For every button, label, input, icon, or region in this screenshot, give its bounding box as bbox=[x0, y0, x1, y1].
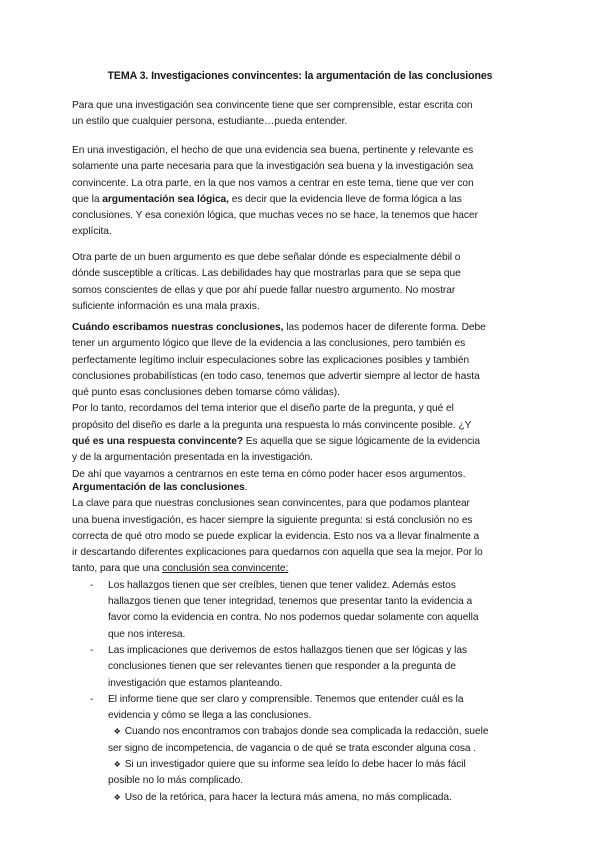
text-line: que nos interesa. bbox=[108, 628, 186, 640]
text-run: Es aquella que se sigue lógicamente de la evidencia bbox=[243, 436, 480, 448]
text-line: conclusiones probabilísticas (en todo caso, tenemos que advertir siempre al lector de hasta bbox=[72, 370, 480, 382]
text-line: solamente una parte necesaria para que la investigación sea buena y la investigación sea bbox=[72, 161, 474, 173]
text-line: El informe tiene que ser claro y comprensible. Tenemos que entender cuál es la bbox=[108, 693, 464, 705]
bold-phrase: Cuándo escribamos nuestras conclusiones, bbox=[72, 322, 284, 333]
text-line: convincente. La otra parte, en la que nos vamos a centrar en este tema, tiene que ver con bbox=[72, 177, 474, 189]
text-line: perfectamente legítimo incluir especulaciones sobre las explicaciones posibles y también bbox=[72, 354, 470, 366]
text-line: conclusiones tienen que ser relevantes tienen que responder a la pregunta de bbox=[108, 661, 456, 673]
text-line: tener un argumento lógico que lleve de la evidencia a las conclusiones, pero también es bbox=[72, 338, 466, 350]
text-line: explícita. bbox=[72, 226, 112, 238]
text-line: propósito del diseño es darle a la pregunta una respuesta lo más convincente posible. ¿Y bbox=[72, 419, 472, 431]
heading-text: Argumentación de las conclusiones bbox=[72, 482, 245, 493]
text-run: Uso de la retórica, para hacer la lectura más amena, no más complicada. bbox=[124, 791, 452, 803]
paragraph-evidence bbox=[72, 143, 528, 241]
diamond-bullet-icon: ❖ bbox=[113, 727, 121, 737]
page-title: TEMA 3. Investigaciones convincentes: la argumentación de las conclusiones bbox=[107, 70, 493, 82]
dash-marker: - bbox=[90, 579, 94, 591]
paragraph-weaknesses bbox=[72, 250, 528, 315]
diamond-bullet-icon: ❖ bbox=[113, 760, 121, 770]
text-line: conclusiones. Y esa conexión lógica, que muchas veces no se hace, la tenemos que hacer bbox=[72, 210, 478, 222]
paragraph-conclusions bbox=[72, 320, 528, 483]
text-line: investigación que estamos planteando. bbox=[108, 677, 283, 689]
list-item bbox=[72, 643, 528, 692]
text-run: que la bbox=[72, 193, 103, 205]
bold-phrase: argumentación sea lógica, bbox=[102, 193, 229, 205]
text-line: ir descartando diferentes explicaciones para quedarnos con aquella que sea la mejor. Por lo bbox=[72, 547, 483, 559]
text-line: correcta de qué otro modo se puede explicar la evidencia. Esto nos va a llevar finalmente a bbox=[72, 530, 480, 542]
text-line: Otra parte de un buen argumento es que debe señalar dónde es especialmente débil o bbox=[72, 252, 461, 263]
underlined-phrase: conclusión sea convincente: bbox=[162, 563, 289, 575]
text-line bbox=[108, 790, 528, 806]
text-line: Por lo tanto, recordamos del tema interior que el diseño parte de la pregunta, y qué el bbox=[72, 403, 454, 415]
text-run: Cuando nos encontramos con trabajos donde sea complicada la redacción, suele bbox=[124, 726, 489, 738]
text-line: dónde susceptible a críticas. Las debilidades hay que mostrarlas para que se sepa que bbox=[72, 268, 461, 280]
text-line: un estilo que cualquier persona, estudiante…pueda entender. bbox=[72, 116, 348, 128]
text-line: Las implicaciones que derivemos de estos hallazgos tienen que ser lógicas y las bbox=[108, 644, 468, 656]
text-line: hallazgos tienen que tener integridad, tenemos que presentar tanto la evidencia a bbox=[108, 596, 473, 608]
sub-list-item bbox=[72, 724, 528, 757]
text-line: una buena investigación, es hacer siempre la siguiente pregunta: si está conclusión no es bbox=[72, 514, 473, 526]
text-line bbox=[108, 724, 528, 740]
text-line: y de la argumentación presentada en la investigación. bbox=[72, 452, 313, 464]
text-line: Los hallazgos tienen que ser creíbles, tienen que tener validez. Además estos bbox=[108, 579, 456, 591]
sub-list-item bbox=[72, 790, 528, 806]
text-line: La clave para que nuestras conclusiones sean convincentes, para que podamos plantear bbox=[72, 498, 470, 510]
text-line bbox=[72, 192, 528, 208]
text-run: tanto, para que una bbox=[72, 563, 163, 575]
text-line bbox=[72, 561, 528, 577]
text-run: las podemos hacer de diferente forma. Debe bbox=[283, 322, 486, 333]
text-line: somos conscientes de ellas y que por ahí puede fallar nuestro argumento. No mostrar bbox=[72, 284, 456, 296]
text-line: posible no lo más complicado. bbox=[108, 775, 244, 787]
list-item bbox=[72, 692, 528, 725]
text-line: ser signo de incompetencia, de vagancia o de qué se trata esconder alguna cosa . bbox=[108, 742, 477, 754]
diamond-bullet-icon: ❖ bbox=[113, 792, 121, 802]
bold-phrase: qué es una respuesta convincente? bbox=[72, 436, 244, 448]
section-heading bbox=[72, 480, 528, 496]
text-line bbox=[72, 434, 528, 450]
text-line: evidencia y cómo se llega a las conclusiones. bbox=[108, 710, 312, 722]
heading-punctuation: . bbox=[244, 482, 248, 493]
text-line: suficiente información es una mala praxis. bbox=[72, 300, 260, 312]
dash-marker: - bbox=[90, 644, 94, 656]
text-run: Si un investigador quiere que su informe sea leído lo debe hacer lo más fácil bbox=[124, 759, 466, 771]
section-argumentation bbox=[72, 480, 528, 806]
requirements-list bbox=[72, 578, 528, 725]
text-run: es decir que la evidencia lleve de forma lógica a las bbox=[228, 193, 462, 205]
sub-list-item bbox=[72, 757, 528, 790]
text-line: Para que una investigación sea convincente tiene que ser comprensible, estar escrita con bbox=[72, 100, 473, 111]
paragraph-intro bbox=[72, 98, 528, 131]
text-line: En una investigación, el hecho de que una evidencia sea buena, pertinente y relevante es bbox=[72, 145, 474, 156]
dash-marker: - bbox=[90, 693, 94, 705]
text-line: favor como la evidencia en contra. No nos podemos quedar solamente con aquella bbox=[108, 612, 479, 624]
text-line bbox=[72, 320, 528, 336]
text-line: qué punto esas conclusiones deben tomarse cómo válidas). bbox=[72, 387, 340, 399]
text-line bbox=[108, 757, 528, 773]
list-item bbox=[72, 578, 528, 643]
text-line: De ahí que vayamos a centrarnos en este tema en cómo poder hacer esos argumentos. bbox=[72, 468, 466, 480]
